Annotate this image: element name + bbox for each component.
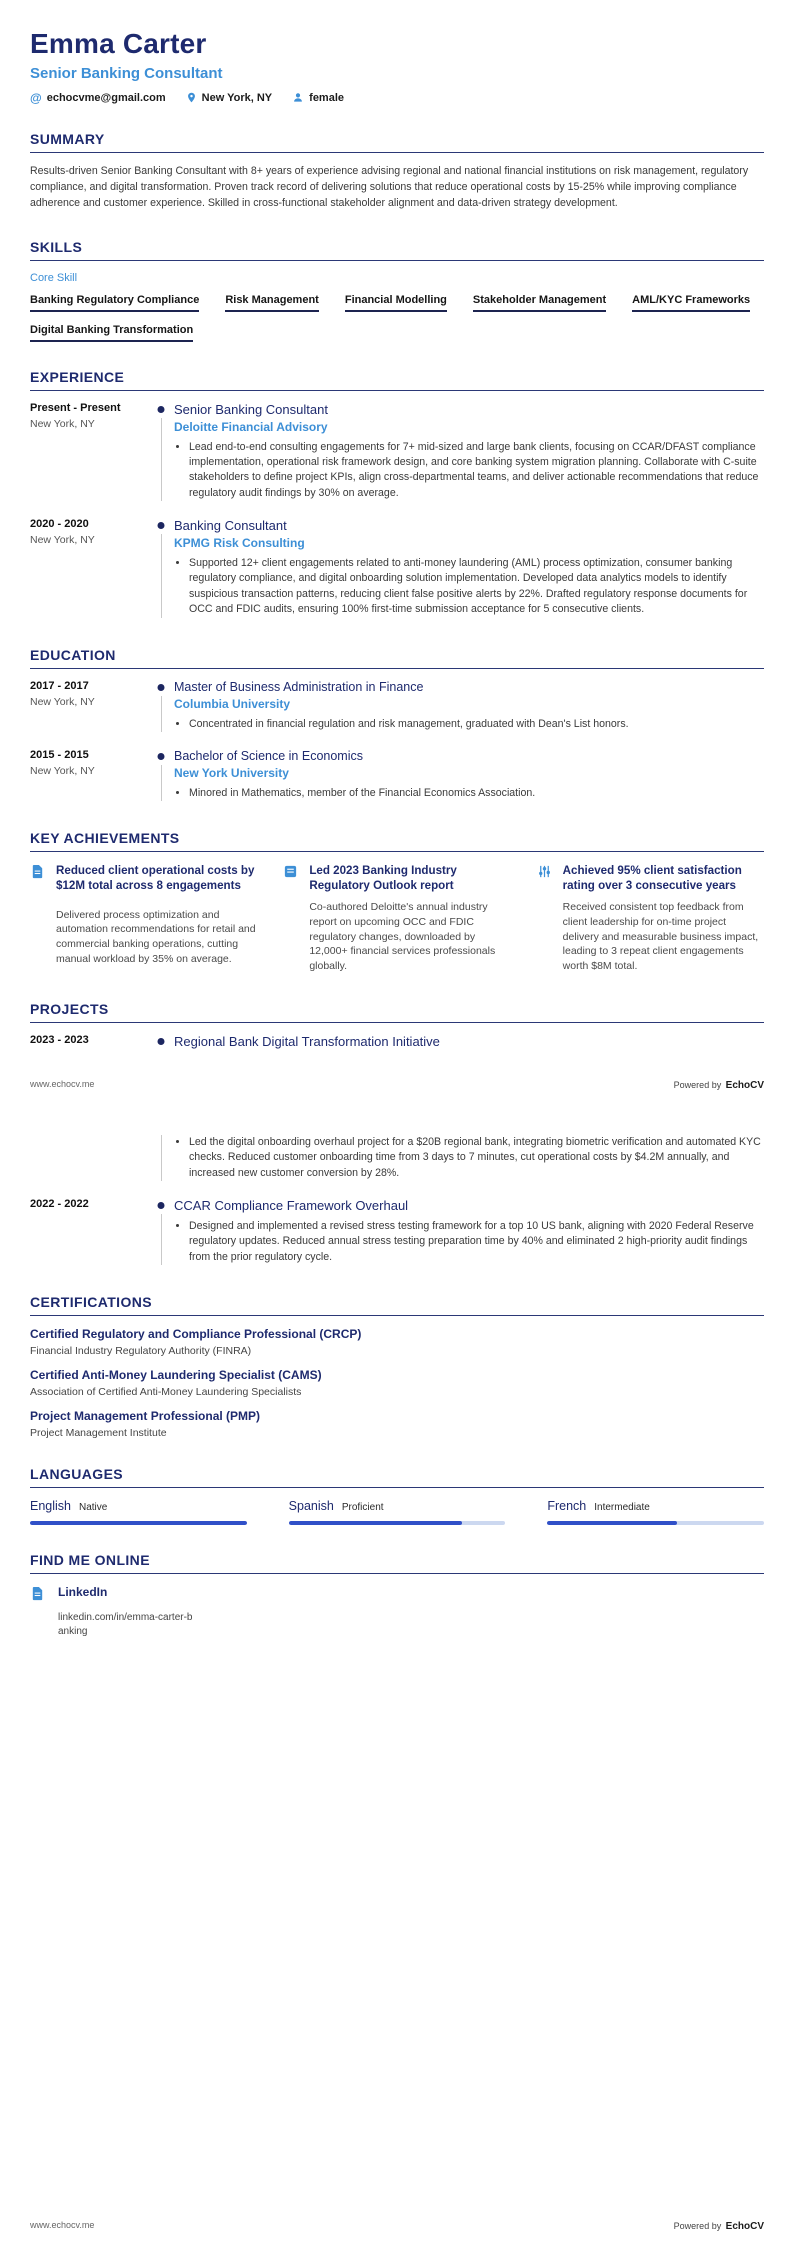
contact-email[interactable] xyxy=(30,92,166,104)
section-skills xyxy=(30,239,764,342)
language-head xyxy=(547,1499,764,1513)
timeline xyxy=(148,680,174,734)
language-bar-fill xyxy=(289,1521,462,1525)
certification-issuer: Financial Industry Regulatory Authority (FINRA) xyxy=(30,1344,252,1357)
experience-company: KPMG Risk Consulting xyxy=(174,536,305,551)
person-icon xyxy=(292,92,304,104)
candidate-name: Emma Carter xyxy=(30,28,207,59)
experience-bullets xyxy=(174,440,764,501)
timeline-dot xyxy=(158,1202,165,1209)
skill-item: Stakeholder Management xyxy=(473,294,606,312)
timeline-line xyxy=(161,765,162,801)
languages-heading: LANGUAGES xyxy=(30,1466,764,1488)
experience-bullet: • Supported 12+ client engagements related to anti-money laundering (AML) process optimization, consumer banking regulatory compliance, and digital onboarding solution implementation. Developed data analytics models to identify suspicious transaction patterns, reducing client false positive alerts by 22%. Drafted regulatory response documents for OCC and FDIC audits, ensuring 100% first-time submission acceptance for 5 consecutive clients. xyxy=(189,556,764,617)
section-certifications xyxy=(30,1294,764,1439)
timeline-line xyxy=(161,1135,162,1181)
language-item xyxy=(30,1499,247,1525)
education-bullets xyxy=(174,717,764,732)
timeline-dot xyxy=(158,522,165,529)
section-find-me-online xyxy=(30,1552,764,1639)
certification-issuer: Project Management Institute xyxy=(30,1426,167,1439)
location-icon xyxy=(186,91,197,104)
document-icon xyxy=(30,863,52,900)
skill-item: Risk Management xyxy=(225,294,319,312)
email-icon: @ xyxy=(30,90,42,105)
language-name: English xyxy=(30,1498,71,1513)
section-projects xyxy=(30,1001,764,1267)
education-location: New York, NY xyxy=(30,764,95,777)
skill-item: Digital Banking Transformation xyxy=(30,324,193,342)
achievement-description: Delivered process optimization and automation recommendations for retail and commercial banking operations, cutting manual workload by 35% on average. xyxy=(56,908,256,965)
page-break-footer xyxy=(30,1075,764,1093)
experience-location: New York, NY xyxy=(30,417,95,430)
education-meta xyxy=(30,749,148,803)
footer-powered-prefix: Powered by xyxy=(673,1079,722,1090)
find-me-online-heading: FIND ME ONLINE xyxy=(30,1552,764,1574)
resume-header xyxy=(30,28,764,104)
experience-body xyxy=(174,402,764,503)
language-item xyxy=(547,1499,764,1525)
summary-text: Results-driven Senior Banking Consultant with 8+ years of experience advising regional and national financial institutions on risk management, regulatory compliance, and digital transformation. Proven track record of delivering solutions that reduce operational costs by 15-25% while improving compliance adherence and customer experience. Skilled in cross-functional stakeholder alignment and data-driven strategy development. xyxy=(30,165,749,209)
section-achievements xyxy=(30,830,764,974)
experience-role: Senior Banking Consultant xyxy=(174,401,328,417)
footer-powered xyxy=(674,2216,764,2234)
footer-site-link[interactable]: www.echocv.me xyxy=(30,1078,95,1089)
achievement-title: Reduced client operational costs by $12M total across 8 engagements xyxy=(56,864,255,893)
education-meta xyxy=(30,680,148,734)
project-body xyxy=(174,1034,764,1049)
experience-bullets xyxy=(174,556,764,617)
projects-heading: PROJECTS xyxy=(30,1001,764,1023)
language-head xyxy=(289,1499,506,1513)
contact-location-text: New York, NY xyxy=(201,91,273,104)
education-entry xyxy=(30,680,764,734)
achievement-item xyxy=(537,863,764,974)
project-body xyxy=(174,1198,764,1267)
timeline-line xyxy=(161,418,162,501)
certification-issuer: Association of Certified Anti-Money Laundering Specialists xyxy=(30,1385,302,1398)
timeline-line xyxy=(161,696,162,732)
timeline-dot xyxy=(158,1038,165,1045)
skill-item: Banking Regulatory Compliance xyxy=(30,294,199,312)
skill-item: AML/KYC Frameworks xyxy=(632,294,750,312)
experience-bullet: • Lead end-to-end consulting engagements for 7+ mid-sized and large bank clients, focusing on CCAR/DFAST compliance implementation, operational risk framework design, and core banking system migration planning. Collaborate with C-suite stakeholders to define project KPIs, align cross-departmental teams, and deliver actionable recommendations that reduce regulatory audit findings by 30% on average. xyxy=(189,440,764,501)
language-bar-fill xyxy=(547,1521,677,1525)
timeline-dot xyxy=(158,406,165,413)
skills-heading: SKILLS xyxy=(30,239,764,261)
section-languages xyxy=(30,1466,764,1525)
experience-meta xyxy=(30,518,148,619)
timeline xyxy=(148,1034,174,1049)
project-title: CCAR Compliance Framework Overhaul xyxy=(174,1197,409,1213)
project-body xyxy=(174,1135,764,1183)
education-body xyxy=(174,680,764,734)
experience-company: Deloitte Financial Advisory xyxy=(174,419,328,434)
education-heading: EDUCATION xyxy=(30,647,764,669)
language-bar xyxy=(547,1521,764,1525)
experience-entry xyxy=(30,518,764,619)
timeline-line xyxy=(161,1214,162,1265)
certifications-heading: CERTIFICATIONS xyxy=(30,1294,764,1316)
experience-meta xyxy=(30,402,148,503)
achievements-heading: KEY ACHIEVEMENTS xyxy=(30,830,764,852)
education-degree: Master of Business Administration in Finance xyxy=(174,679,424,694)
achievement-description: Co-authored Deloitte's annual industry report on upcoming OCC and FDIC regulatory changes, downloaded by 12,000+ financial services professionals globally. xyxy=(309,901,496,973)
report-icon xyxy=(283,863,305,893)
project-title: Regional Bank Digital Transformation Initiative xyxy=(174,1033,440,1049)
timeline xyxy=(148,1135,174,1183)
skills-group-label: Core Skill xyxy=(30,271,78,284)
achievement-item xyxy=(30,863,257,974)
education-degree: Bachelor of Science in Economics xyxy=(174,748,363,763)
skill-item: Financial Modelling xyxy=(345,294,447,312)
education-school: New York University xyxy=(174,765,289,780)
education-dates: 2015 - 2015 xyxy=(30,748,89,761)
certification-item xyxy=(30,1368,764,1398)
project-bullet: • Designed and implemented a revised stress testing framework for a top 10 US bank, aligning with 2020 Federal Reserve regulatory updates. Reduced annual stress testing preparation time by 40% and eliminated 2 high-priority audit findings from the prior regulatory cycle. xyxy=(189,1219,764,1265)
language-name: French xyxy=(547,1498,587,1513)
timeline-dot xyxy=(158,684,165,691)
education-bullet: • Concentrated in financial regulation and risk management, graduated with Dean's List honors. xyxy=(189,717,764,732)
language-level: Native xyxy=(79,1501,108,1513)
language-head xyxy=(30,1499,247,1513)
document-icon xyxy=(30,1585,54,1606)
project-meta xyxy=(30,1198,148,1267)
language-item xyxy=(289,1499,506,1525)
achievement-description: Received consistent top feedback from client leadership for on-time project delivery and measurable business impact, leading to 3 repeat client engagements worth $8M total. xyxy=(562,901,759,973)
project-entry-continued xyxy=(30,1135,764,1183)
experience-heading: EXPERIENCE xyxy=(30,369,764,391)
education-school: Columbia University xyxy=(174,696,291,711)
education-dates: 2017 - 2017 xyxy=(30,679,89,692)
experience-role: Banking Consultant xyxy=(174,518,287,534)
language-level: Intermediate xyxy=(594,1501,650,1513)
footer-site-link[interactable]: www.echocv.me xyxy=(30,2220,95,2230)
experience-dates: 2020 - 2020 xyxy=(30,518,89,531)
online-profile-url[interactable]: linkedin.com/in/emma-carter-banking xyxy=(58,1611,193,1637)
experience-dates: Present - Present xyxy=(30,401,121,414)
section-summary xyxy=(30,131,764,212)
summary-heading: SUMMARY xyxy=(30,131,764,153)
timeline xyxy=(148,402,174,503)
project-dates: 2022 - 2022 xyxy=(30,1197,89,1210)
project-meta xyxy=(30,1034,148,1049)
experience-entry xyxy=(30,402,764,503)
education-location: New York, NY xyxy=(30,695,95,708)
project-bullet: • Led the digital onboarding overhaul project for a $20B regional bank, integrating biometric verification and automated KYC checks. Reduced customer onboarding time from 3 days to 7 minutes, cut operational costs by $4.2M annually, and increased new customer conversion by 28%. xyxy=(189,1135,764,1181)
project-bullets xyxy=(174,1219,764,1265)
achievement-title: Led 2023 Banking Industry Regulatory Outlook report xyxy=(309,864,457,893)
online-profile-label: LinkedIn xyxy=(58,1584,108,1599)
achievements-grid xyxy=(30,863,764,974)
certification-item xyxy=(30,1409,764,1439)
certification-item xyxy=(30,1327,764,1357)
footer-powered xyxy=(674,1075,764,1093)
footer-powered-prefix: Powered by xyxy=(673,2221,722,2231)
language-name: Spanish xyxy=(288,1498,334,1513)
education-body xyxy=(174,749,764,803)
skills-list xyxy=(30,294,764,342)
project-bullets xyxy=(174,1135,764,1181)
contact-gender-text: female xyxy=(309,91,345,104)
language-bar xyxy=(289,1521,506,1525)
experience-location: New York, NY xyxy=(30,534,95,547)
page-footer xyxy=(30,2216,764,2234)
section-experience xyxy=(30,369,764,620)
section-education xyxy=(30,647,764,804)
timeline-dot xyxy=(158,753,165,760)
education-bullets xyxy=(174,786,764,801)
language-bar-fill xyxy=(30,1521,247,1525)
candidate-title: Senior Banking Consultant xyxy=(30,65,223,82)
experience-body xyxy=(174,518,764,619)
contact-location xyxy=(186,91,273,104)
project-meta-spacer xyxy=(30,1135,148,1183)
project-entry xyxy=(30,1198,764,1267)
footer-brand-link[interactable]: EchoCV xyxy=(725,1079,764,1091)
project-dates: 2023 - 2023 xyxy=(30,1033,89,1046)
timeline xyxy=(148,518,174,619)
contact-email-text: echocvme@gmail.com xyxy=(46,91,166,104)
languages-grid xyxy=(30,1499,764,1525)
certification-name: Certified Anti-Money Laundering Specialist (CAMS) xyxy=(30,1367,322,1382)
achievement-title: Achieved 95% client satisfaction rating over 3 consecutive years xyxy=(562,864,742,893)
timeline-line xyxy=(161,534,162,617)
language-bar xyxy=(30,1521,247,1525)
certification-name: Certified Regulatory and Compliance Professional (CRCP) xyxy=(30,1326,362,1341)
education-bullet: • Minored in Mathematics, member of the Financial Economics Association. xyxy=(189,786,764,801)
certification-name: Project Management Professional (PMP) xyxy=(30,1408,261,1423)
online-profile-item xyxy=(30,1585,230,1639)
contact-row xyxy=(30,91,764,104)
language-level: Proficient xyxy=(341,1501,384,1513)
contact-gender xyxy=(292,92,344,104)
education-entry xyxy=(30,749,764,803)
achievement-item xyxy=(283,863,510,974)
footer-brand-link[interactable]: EchoCV xyxy=(725,2221,764,2232)
project-entry xyxy=(30,1034,764,1049)
sliders-icon xyxy=(537,863,559,893)
timeline xyxy=(148,749,174,803)
timeline xyxy=(148,1198,174,1267)
